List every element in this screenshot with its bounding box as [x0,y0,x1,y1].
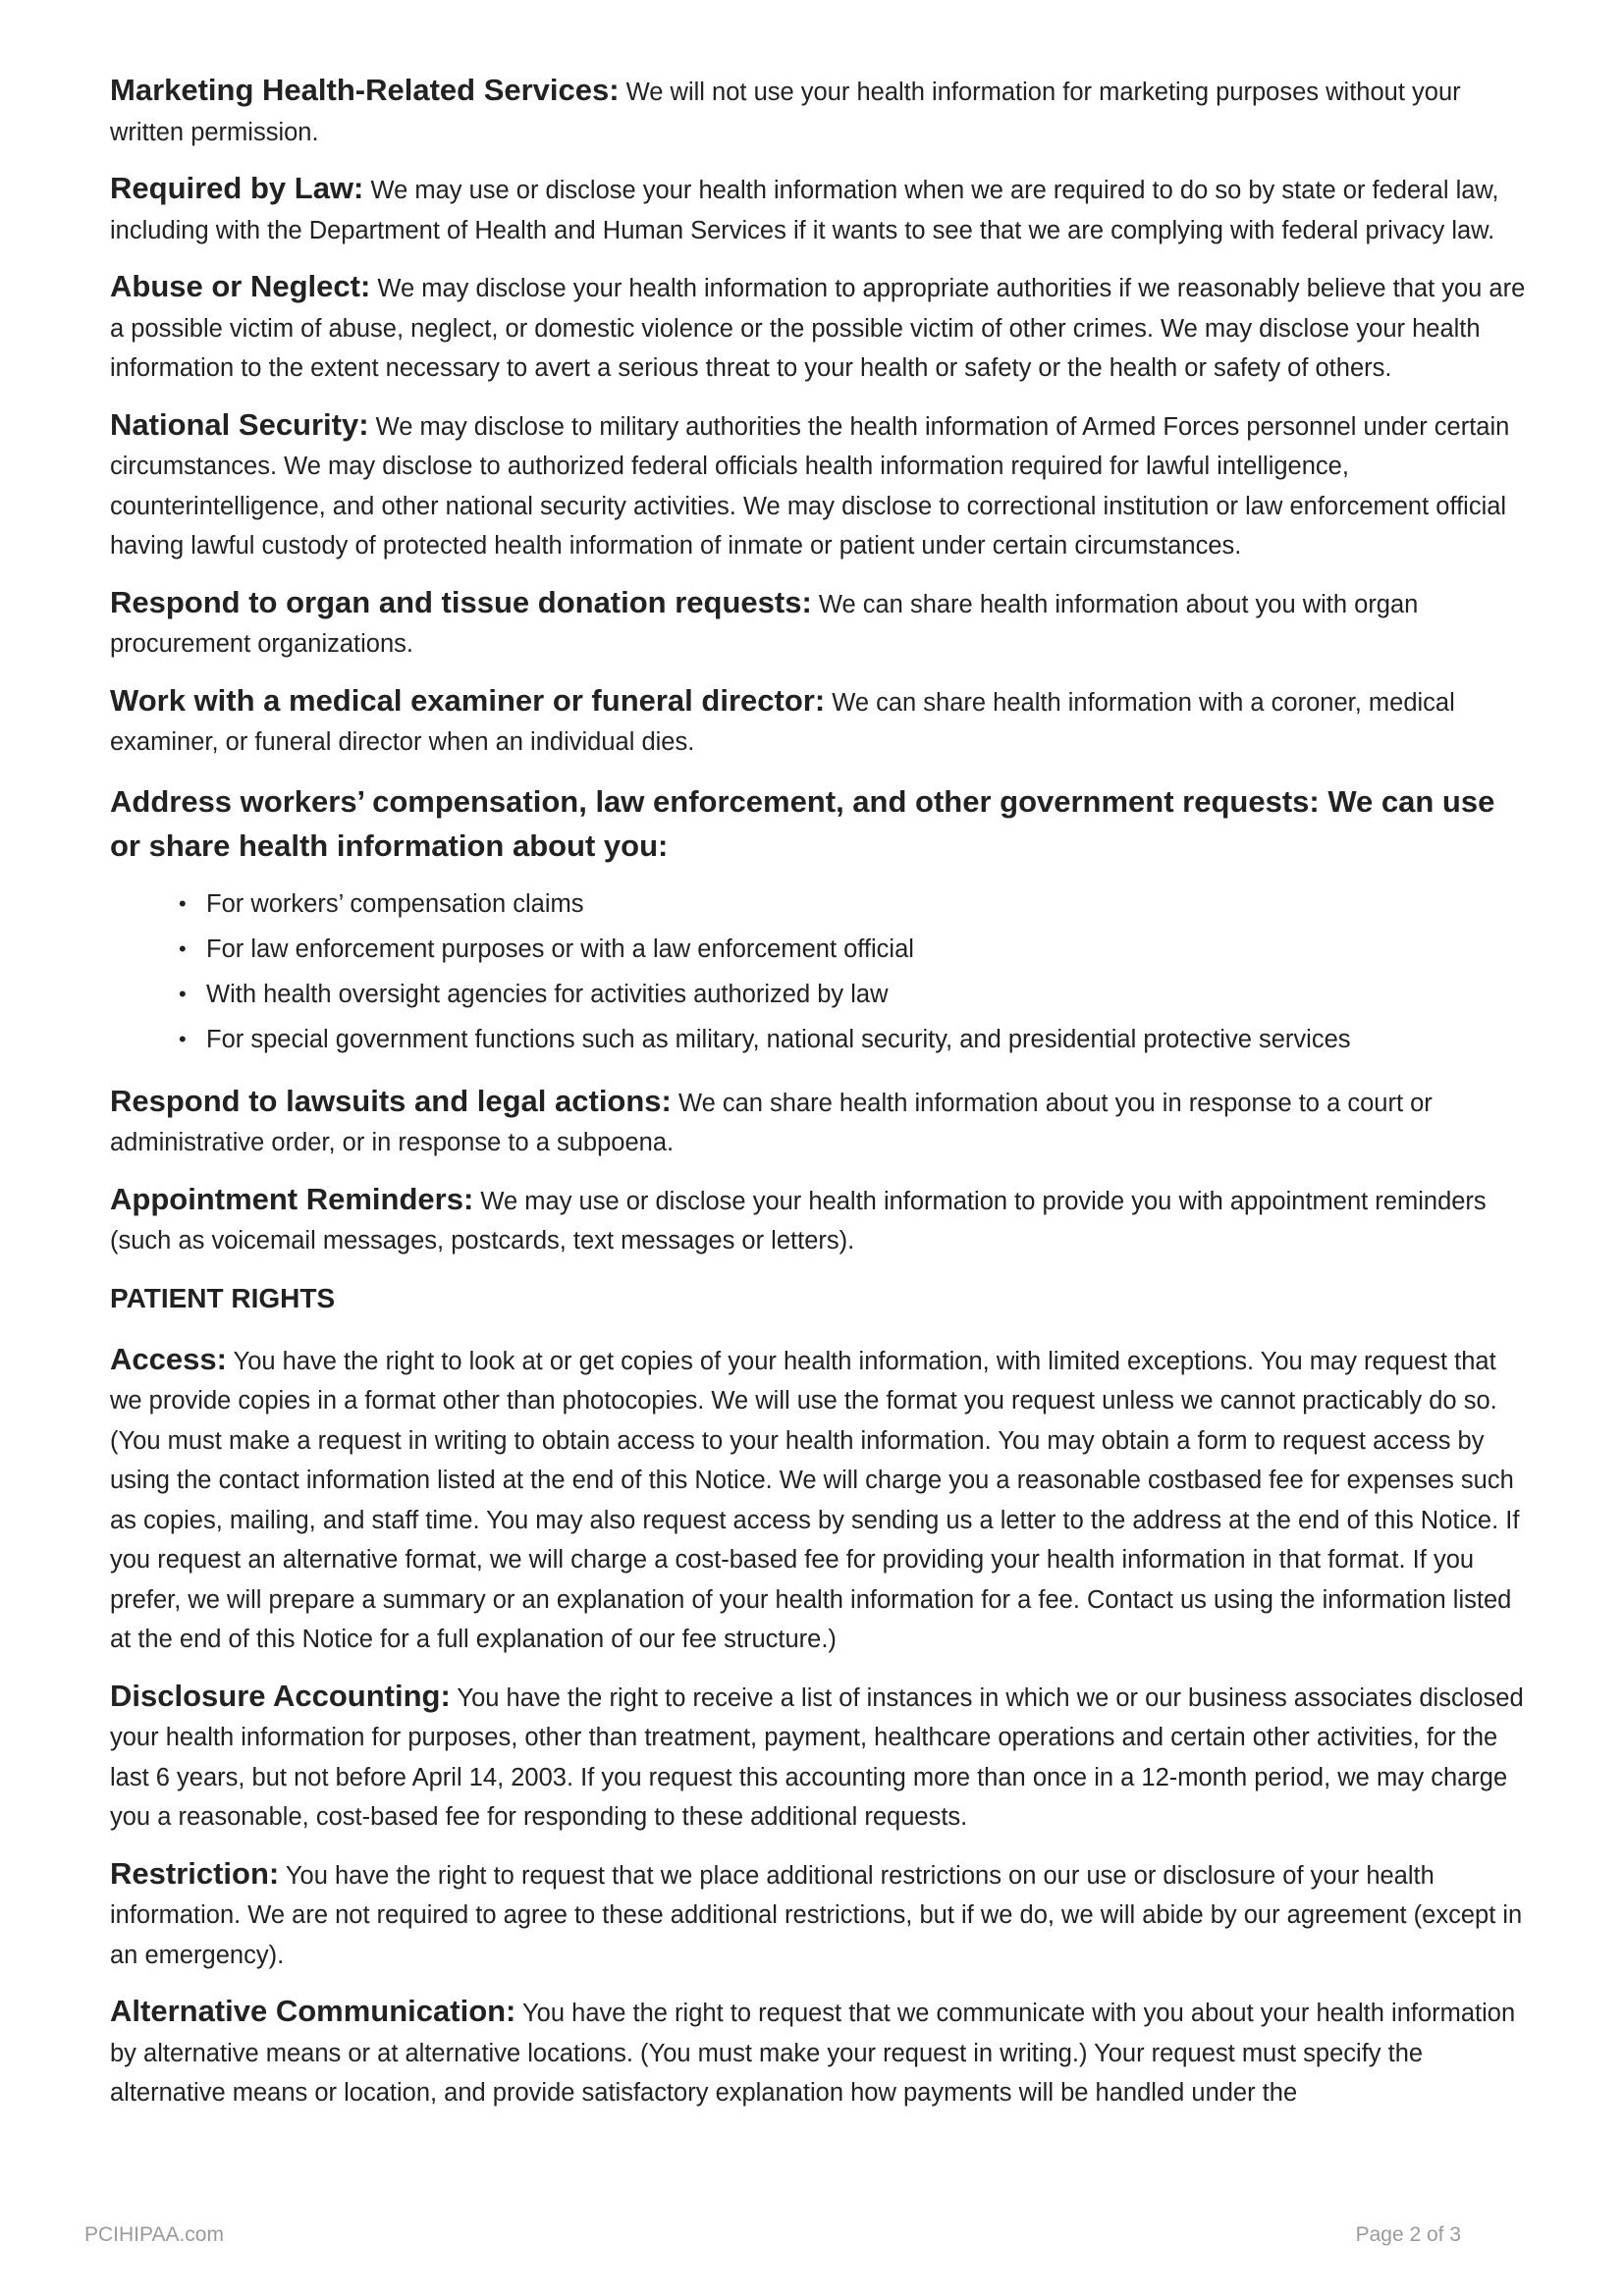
section-body: We may use or disclose your health information to provide you with appointment reminders (such as voicemail messages, postcards, text messages or letters). [110,1187,1487,1255]
section-body: We may use or disclose your health information when we are required to do so by state or federal law, including with the Department of Health and Human Services if it wants to see that we are complying with federal privacy law. [110,177,1499,244]
section-medical-examiner [110,681,1530,763]
section-heading: Restriction: [110,1855,280,1891]
document-page [110,71,1530,2130]
footer-site: PCIHIPAA.com [84,2223,224,2246]
section-heading: Abuse or Neglect: [110,269,371,303]
section-required-by-law [110,169,1530,250]
section-organ-donation [110,583,1530,665]
list-item: • For workers’ compensation claims [179,881,1530,927]
section-heading: Access: [110,1341,227,1376]
section-body: You have the right to request that we communicate with you about your health information by alternative means or at alternative locations. (You must make your request in writing.) Your request must specify the alternative means or location, and provide satisfactory explanation how payments will be handled under the [110,2000,1516,2107]
section-marketing [110,71,1530,152]
list-item: • For law enforcement purposes or with a law enforcement official [179,927,1530,972]
section-body: We may disclose your health information to appropriate authorities if we reasonably believe that you are a possible victim of abuse, neglect, or domestic violence or the possible victim of other crimes. We may disclose your health information to the extent necessary to avert a serious threat to your health or safety or the health or safety of others. [110,275,1526,382]
section-access [110,1340,1530,1660]
section-restriction [110,1854,1530,1976]
patient-rights-title: PATIENT RIGHTS [110,1282,336,1313]
footer-page-number: Page 2 of 3 [1355,2223,1461,2246]
section-appointment-reminders [110,1180,1530,1261]
section-heading: Appointment Reminders: [110,1181,474,1216]
section-body: We can share health information about you with organ procurement organizations. [110,590,1419,658]
section-body: We can share health information with a coroner, medical examiner, or funeral director when an individual dies. [110,688,1455,756]
workers-compensation-heading: Address workers’ compensation, law enforcement, and other government requests: We can use or share health information about you: [110,783,1495,863]
bullet-icon: • [179,935,187,961]
section-abuse-or-neglect [110,267,1530,389]
section-body: We can share health information about you in response to a court or administrative order, or in response to a subpoena. [110,1089,1433,1156]
bullet-icon: • [179,981,187,1006]
bullet-icon: • [179,1026,187,1051]
section-alternative-communication [110,1992,1530,2113]
section-heading: Marketing Health-Related Services: [110,73,620,107]
section-heading: Respond to organ and tissue donation requests: [110,584,812,619]
section-body: You have the right to request that we place additional restrictions on our use or disclosure of your health information. We are not required to agree to these additional restrictions, but if we do, we will abide by our agreement (except in an emergency). [110,1861,1523,1969]
section-heading: National Security: [110,406,369,442]
section-lawsuits [110,1082,1530,1163]
government-requests-list [110,881,1530,1062]
section-body: You have the right to look at or get copies of your health information, with limited exceptions. You may request that we provide copies in a format other than photocopies. We will use the format you request unless we cannot practicably do so. (You must make a request in writing to obtain access to your health information. You may obtain a form to request access by using the contact information listed at the end of this Notice. We will charge you a reasonable costbased fee for expenses such as copies, mailing, and staff time. You may also request access by sending us a letter to the address at the end of this Notice. If you request an alternative format, we will charge a cost-based fee for providing your health information in that format. If you prefer, we will prepare a summary or an explanation of your health information for a fee. Contact us using the information listed at the end of this Notice for a full explanation of our fee structure.) [110,1347,1520,1653]
section-heading: Alternative Communication: [110,1994,516,2028]
section-body: We may disclose to military authorities the health information of Armed Forces personnel under certain circumstances. We may disclose to authorized federal officials health information required for lawful intelligence, counterintelligence, and other national security activities. We may disclose to correctional institution or law enforcement official having lawful custody of protected health information of inmate or patient under certain circumstances. [110,412,1510,560]
section-heading: Work with a medical examiner or funeral director: [110,682,826,718]
section-body: We will not use your health information for marketing purposes without your written permission. [110,79,1461,146]
section-heading: Disclosure Accounting: [110,1678,451,1713]
section-disclosure-accounting [110,1677,1530,1838]
section-heading: Respond to lawsuits and legal actions: [110,1083,672,1118]
list-item: • With health oversight agencies for activities authorized by law [179,972,1530,1017]
section-heading: Required by Law: [110,171,364,205]
list-item: • For special government functions such as military, national security, and presidential protective services [179,1017,1530,1062]
section-body: You have the right to receive a list of instances in which we or our business associates disclosed your health information for purposes, other than treatment, payment, healthcare operations and certain other activities, for the last 6 years, but not before April 14, 2003. If you request this accounting more than once in a 12-month period, we may charge you a reasonable, cost-based fee for responding to these additional requests. [110,1683,1524,1831]
bullet-icon: • [179,890,187,916]
section-national-security [110,405,1530,566]
